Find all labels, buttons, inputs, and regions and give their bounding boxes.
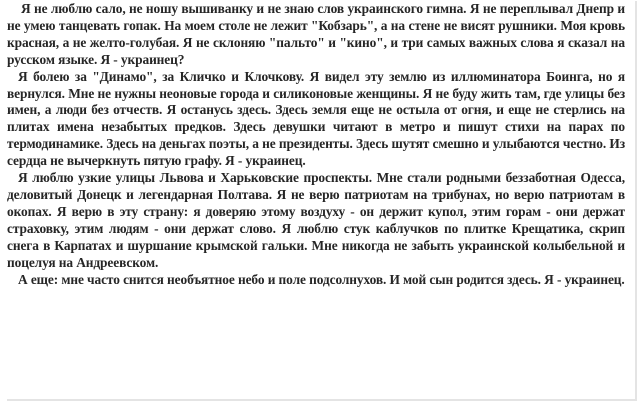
document-page xyxy=(7,1,637,401)
paragraph-3: Я люблю узкие улицы Львова и Харьковские проспекты. Мне стали родными беззаботная Одесса, деловитый Донецк и легендарная Полтава. Я не верю патриотам на трибунах, но верю патриотам в окопах. Я верю в эту страну: я доверяю этому воздуху - он держит купол, этим горам - они держат страховку, этим людям - они держат слово. Я люблю стук каблучков по плитке Крещатика, скрип снега в Карпатах и шуршание крымской гальки. Мне никогда не забыть украинской колыбельной и поцелуя на Андреевском. xyxy=(7,170,625,270)
paragraph-4: А еще: мне часто снится необъятное небо и поле подсолнухов. И мой сын родится здесь. Я - украинец. xyxy=(18,271,625,287)
document-text xyxy=(7,1,625,288)
paragraph-1: Я не люблю сало, не ношу вышиванку и не знаю слов украинского гимна. Я не переплывал Днепр и не умею танцевать гопак. На моем столе не лежит "Кобзарь", а на стене не висят рушники. Моя кровь красная, а не желто-голубая. Я не склоняю "пальто" и "кино", и три самых важных слова я сказал на русском языке. Я - украинец? xyxy=(7,1,625,67)
paragraph-2: Я болею за "Динамо", за Кличко и Клочкову. Я видел эту землю из иллюминатора Боинга, но я вернулся. Мне не нужны неоновые города и силиконовые женщины. Я не буду жить там, где улицы без имен, а люди без отчеств. Я останусь здесь. Здесь земля еще не остыла от огня, и еще не стерлись на плитах имена незабытых предков. Здесь девушки читают в метро и пишут стихи на парах по термодинамике. Здесь на деньгах поэты, а не президенты. Здесь шутят смешно и улыбаются честно. Из сердца не вычеркнуть пятую графу. Я - украинец. xyxy=(7,68,625,169)
